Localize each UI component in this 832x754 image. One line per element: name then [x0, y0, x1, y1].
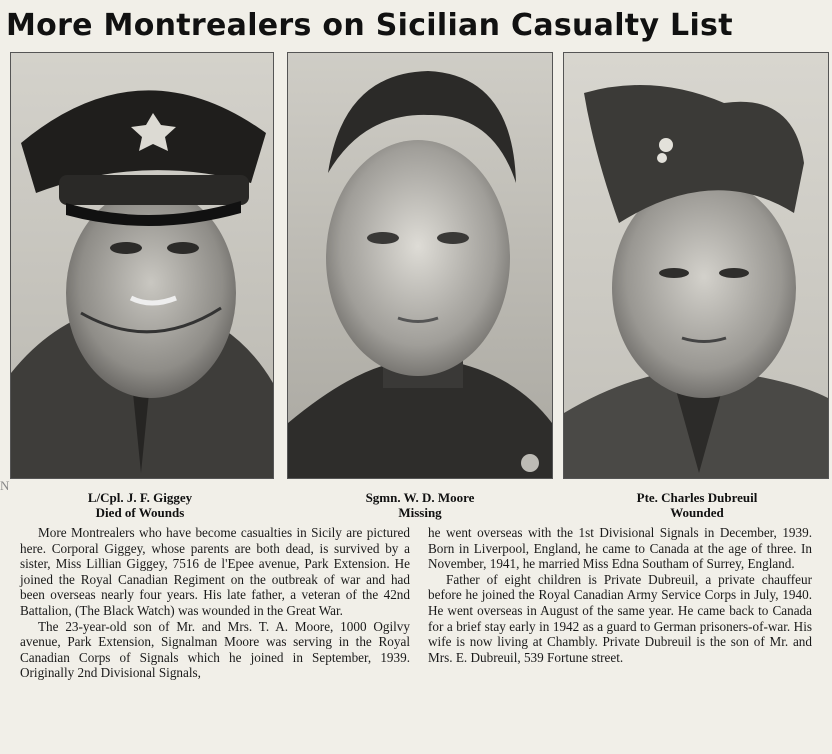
- caption-status: Wounded: [670, 505, 724, 520]
- caption-dubreuil: [572, 490, 822, 520]
- caption-status: Missing: [398, 505, 442, 520]
- article-paragraph: The 23-year-old son of Mr. and Mrs. T. A. Moore, 1000 Ogilvy avenue, Park Extension, Signalman Moore was serving in the Royal Canadian Corps of Signals which he joined in September, 1939. Originally 2nd Divisional Signals,: [20, 618, 410, 681]
- article-paragraph: Father of eight children is Private Dubreuil, a private chauffeur before he joined the Royal Canadian Army Service Corps in July, 1940. He went overseas in August of the same year. He came back to Canada for a brief stay early in 1942 as a guard to German prisoners-of-war. His wife is now living at Chambly. Private Dubreuil is the son of Mr. and Mrs. E. Dubreuil, 539 Fortune street.: [428, 571, 812, 665]
- margin-mark: N: [0, 478, 10, 493]
- article-column-right: [428, 525, 812, 665]
- caption-name: L/Cpl. J. F. Giggey: [87, 490, 193, 505]
- caption-giggey: [20, 490, 260, 520]
- photo-moore: [287, 52, 553, 479]
- caption-name: Pte. Charles Dubreuil: [636, 490, 758, 505]
- photo-giggey: [10, 52, 274, 479]
- caption-status: Died of Wounds: [95, 505, 185, 520]
- caption-name: Sgmn. W. D. Moore: [365, 490, 475, 505]
- article-paragraph: he went overseas with the 1st Divisional Signals in December, 1939. Born in Liverpool, England, he came to Canada at the age of three. In November, 1941, he married Miss Edna Southam of Surrey, England.: [428, 525, 812, 572]
- headline: More Montrealers on Sicilian Casualty List: [6, 8, 733, 43]
- caption-moore: [295, 490, 545, 520]
- article-paragraph: More Montrealers who have become casualties in Sicily are pictured here. Corporal Giggey, whose parents are both dead, is survived by a sister, Miss Lillian Giggey, 7516 de l'Epee avenue, Park Extension. He joined the Royal Canadian Regiment on the outbreak of war and had been overseas nearly four years. His late father, a veteran of the 42nd Battalion, (The Black Watch) was wounded in the Great War.: [20, 525, 410, 618]
- article-column-left: [20, 525, 410, 681]
- photo-dubreuil: [563, 52, 829, 479]
